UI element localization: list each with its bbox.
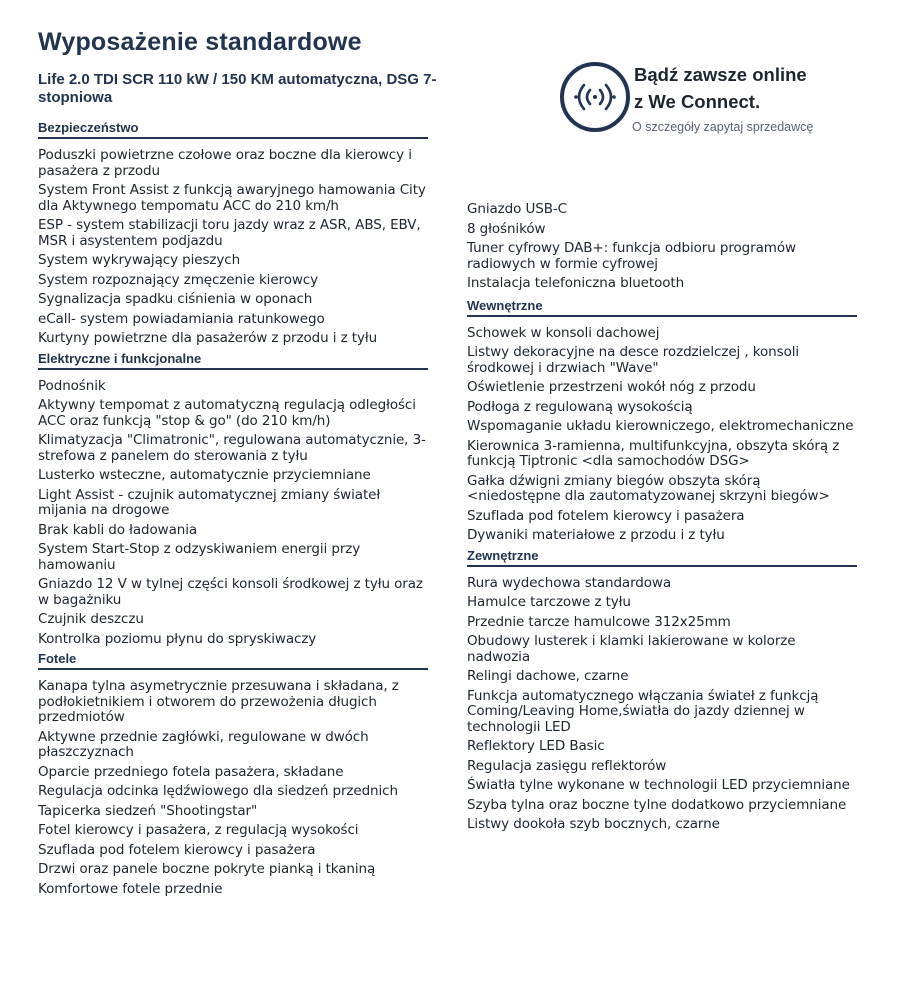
list-item: Funkcja automatycznego włączania świateł z funkcją Coming/Leaving Home,światła do jazdy dziennej w technologii LED xyxy=(467,687,819,735)
list-item: Drzwi oraz panele boczne pokryte pianką i tkaniną xyxy=(38,861,376,877)
safety-list xyxy=(38,148,428,347)
list-item: Rura wydechowa standardowa xyxy=(467,574,672,591)
list-item: Brak kabli do ładowania xyxy=(38,521,198,538)
list-item: System wykrywający pieszych xyxy=(38,252,241,268)
list-item: Szyba tylna oraz boczne tylne dodatkowo przyciemniane xyxy=(467,796,847,813)
we-connect-promo xyxy=(560,62,890,142)
section-heading-seats: Fotele xyxy=(38,651,428,670)
list-item: Oparcie przedniego fotela pasażera, składane xyxy=(38,763,344,780)
list-item: Podłoga z regulowaną wysokością xyxy=(467,398,693,415)
list-item: System rozpoznający zmęczenie kierowcy xyxy=(38,271,319,288)
section-heading-safety: Bezpieczeństwo xyxy=(38,120,428,139)
list-item: Kanapa tylna asymetrycznie przesuwana i składana, z podłokietnikiem i otworem do przewożenia długich przedmiotów xyxy=(38,678,399,725)
list-item: Podnośnik xyxy=(38,377,106,394)
list-item: Przednie tarcze hamulcowe 312x25mm xyxy=(467,613,731,630)
list-item: 8 głośników xyxy=(467,220,546,237)
list-item: Szuflada pod fotelem kierowcy i pasażera xyxy=(38,841,316,858)
section-heading-electric: Elektryczne i funkcjonalne xyxy=(38,351,428,370)
list-item: Instalacja telefoniczna bluetooth xyxy=(467,275,685,291)
list-item: Obudowy lusterek i klamki lakierowane w kolorze nadwozia xyxy=(467,633,796,665)
list-item: Poduszki powietrzne czołowe oraz boczne dla kierowcy i pasażera z przodu xyxy=(38,147,412,179)
list-item: Dywaniki materiałowe z przodu i z tyłu xyxy=(467,527,725,543)
list-item: Tapicerka siedzeń "Shootingstar" xyxy=(38,802,258,819)
list-item: System Start-Stop z odzyskiwaniem energii przy hamowaniu xyxy=(38,541,361,573)
list-item: Aktywny tempomat z automatyczną regulacją odległości ACC oraz funkcją "stop & go" (do 210 km/h) xyxy=(38,397,416,429)
right-column xyxy=(467,202,857,837)
list-item: Sygnalizacja spadku ciśnienia w oponach xyxy=(38,291,313,307)
list-item: Fotel kierowcy i pasażera, z regulacją wysokości xyxy=(38,822,359,838)
list-item: Listwy dookoła szyb bocznych, czarne xyxy=(467,816,720,832)
promo-headline-2: z We Connect. xyxy=(634,91,761,112)
page-title: Wyposażenie standardowe xyxy=(38,28,362,56)
list-item: Kurtyny powietrzne dla pasażerów z przodu i z tyłu xyxy=(38,330,378,346)
list-item: Light Assist - czujnik automatycznej zmiany świateł mijania na drogowe xyxy=(38,486,381,518)
list-item: Oświetlenie przestrzeni wokół nóg z przodu xyxy=(467,379,756,395)
list-item: ESP - system stabilizacji toru jazdy wraz z ASR, ABS, EBV, MSR i asystentem podjazdu xyxy=(38,217,421,249)
list-item: Regulacja zasięgu reflektorów xyxy=(467,757,667,774)
list-item: Czujnik deszczu xyxy=(38,611,144,627)
list-item: Tuner cyfrowy DAB+: funkcja odbioru programów radiowych w formie cyfrowej xyxy=(467,240,796,272)
list-item: Schowek w konsoli dachowej xyxy=(467,324,660,341)
list-item: Hamulce tarczowe z tyłu xyxy=(467,594,631,610)
promo-headline: Bądź zawsze online xyxy=(634,64,807,85)
list-item: Relingi dachowe, czarne xyxy=(467,668,629,684)
list-item: Kierownica 3-ramienna, multifunkcyjna, obszyta skórą z funkcją Tiptronic <dla samochodów DSG> xyxy=(467,437,840,469)
section-heading-interior: Wewnętrzne xyxy=(467,298,857,317)
list-item: Gniazdo 12 V w tylnej części konsoli środkowej z tyłu oraz w bagażniku xyxy=(38,576,423,608)
list-item: Reflektory LED Basic xyxy=(467,738,605,754)
list-item: Światła tylne wykonane w technologii LED przyciemniane xyxy=(467,777,850,793)
we-connect-logo-icon xyxy=(560,62,630,132)
section-heading-exterior: Zewnętrzne xyxy=(467,548,857,567)
list-item: Komfortowe fotele przednie xyxy=(38,880,223,897)
list-item: System Front Assist z funkcją awaryjnego hamowania City dla Aktywnego tempomatu ACC do 210 km/h xyxy=(38,182,426,214)
list-item: Aktywne przednie zagłówki, regulowane w dwóch płaszczyznach xyxy=(38,728,369,760)
list-item: Kontrolka poziomu płynu do spryskiwaczy xyxy=(38,630,317,647)
list-item: Szuflada pod fotelem kierowcy i pasażera xyxy=(467,507,745,524)
list-item: Lusterko wsteczne, automatycznie przyciemniane xyxy=(38,467,371,483)
infotainment-list xyxy=(467,202,857,292)
list-item: eCall- system powiadamiania ratunkowego xyxy=(38,310,325,327)
list-item: Klimatyzacja "Climatronic", regulowana automatycznie, 3-strefowa z panelem do sterowania z tyłu xyxy=(38,432,426,464)
list-item: Listwy dekoracyjne na desce rozdzielczej , konsoli środkowej i drzwiach "Wave" xyxy=(467,344,800,376)
model-subtitle: Life 2.0 TDI SCR 110 kW / 150 KM automatyczna, DSG 7-stopniowa xyxy=(38,71,437,106)
list-item: Wspomaganie układu kierowniczego, elektromechaniczne xyxy=(467,418,854,434)
electric-list xyxy=(38,379,428,648)
list-item: Gniazdo USB-C xyxy=(467,201,567,217)
interior-list xyxy=(467,326,857,544)
list-item: Regulacja odcinka lędźwiowego dla siedzeń przednich xyxy=(38,783,398,799)
exterior-list xyxy=(467,576,857,833)
list-item: Gałka dźwigni zmiany biegów obszyta skórą <niedostępne dla zautomatyzowanej skrzyni biegów> xyxy=(467,472,830,504)
seats-list xyxy=(38,679,428,897)
left-column xyxy=(38,120,428,901)
promo-note: O szczegóły zapytaj sprzedawcę xyxy=(632,120,814,134)
